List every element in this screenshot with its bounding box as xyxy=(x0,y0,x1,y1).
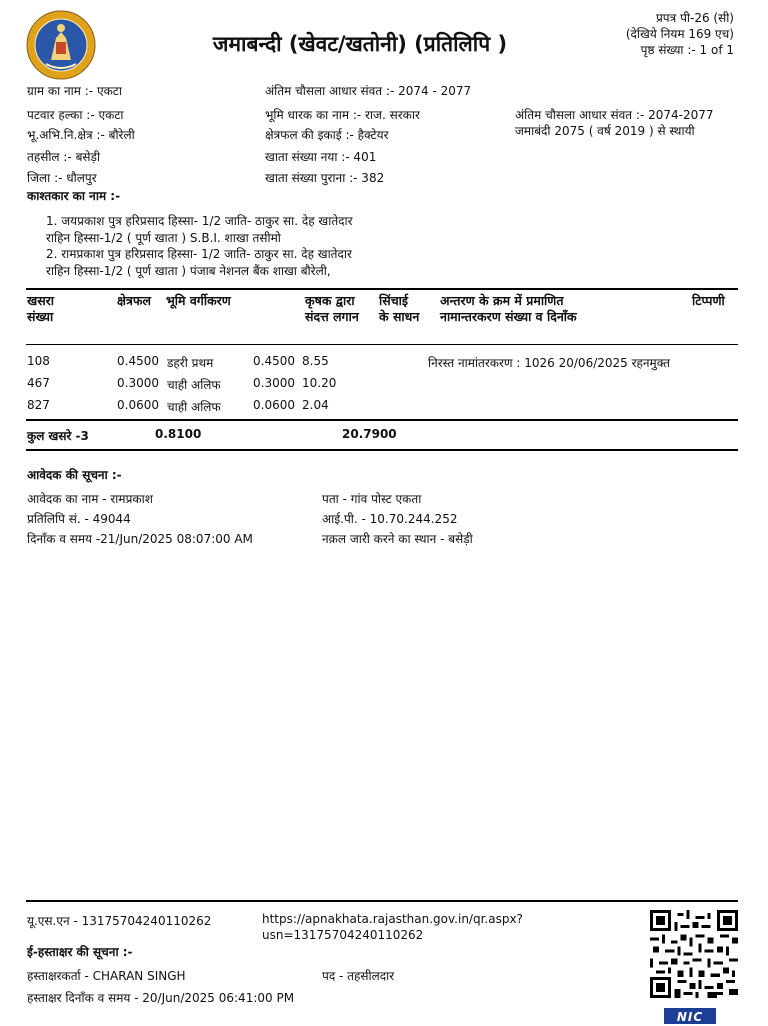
sign-datetime: हस्ताक्षर दिनाँक व समय - 20/Jun/2025 06:41:00 PM xyxy=(27,991,295,1005)
usn-number: यू.एस.एन - 13175704240110262 xyxy=(27,914,212,928)
land-holder-name: भूमि धारक का नाम :- राज. सरकार xyxy=(265,108,420,122)
request-datetime: दिनाँक व समय -21/Jun/2025 08:07:00 AM xyxy=(27,532,253,546)
rent-amount: 10.20 xyxy=(302,376,337,390)
cultivator-line: 1. जयप्रकाश पुत्र हरिप्रसाद हिस्सा- 1/2 जाति- ठाकुर सा. देह खातेदार xyxy=(46,214,353,228)
table-header-rule xyxy=(26,344,738,345)
cultivator-line: राहिन हिस्सा-1/2 ( पूर्ण खाता ) पंजाब नेशनल बैंक शाखा बौरेली, xyxy=(46,264,331,278)
rent-amount: 2.04 xyxy=(302,398,329,412)
nic-logo-icon: NIC xyxy=(664,1008,716,1024)
applicant-name: आवेदक का नाम - रामप्रकाश xyxy=(27,492,153,506)
land-class-area: 0.0600 xyxy=(253,398,295,412)
col-header-rent: कृषक द्वारा संदत्त लगान xyxy=(305,293,359,324)
footer-rule xyxy=(26,900,738,902)
col-header-mutation: अन्तरण के क्रम में प्रमाणित नामान्तरकरण संख्या व दिनाँक xyxy=(440,293,577,324)
rule-reference: (देखिये नियम 169 एच) xyxy=(625,27,734,41)
khasra-number: 108 xyxy=(27,354,50,368)
page-count: पृष्ठ संख्या :- 1 of 1 xyxy=(640,43,734,57)
col-header-remarks: टिप्पणी xyxy=(692,293,725,308)
table-total-top-rule xyxy=(26,419,738,421)
total-rent: 20.7900 xyxy=(342,427,397,441)
copy-number: प्रतिलिपि सं. - 49044 xyxy=(27,512,131,526)
bhu-abhilekh-area: भू.अभि.नि.क्षेत्र :- बौरेली xyxy=(27,128,135,142)
khasra-number: 827 xyxy=(27,398,50,412)
total-area: 0.8100 xyxy=(155,427,202,441)
signatory-designation: पद - तहसीलदार xyxy=(322,969,395,983)
col-header-area: क्षेत्रफल xyxy=(117,293,151,308)
ip-address: आई.पी. - 10.70.244.252 xyxy=(322,512,458,526)
khasra-number: 467 xyxy=(27,376,50,390)
district-name: जिला :- धौलपुर xyxy=(27,171,97,185)
khata-number-old: खाता संख्या पुराना :- 382 xyxy=(265,171,385,185)
col-header-irrigation: सिंचाई के साधन xyxy=(379,293,420,324)
jamabandi-year: जमाबंदी 2075 ( वर्ष 2019 ) से स्थायी xyxy=(515,124,695,138)
verification-url[interactable]: https://apnakhata.rajasthan.gov.in/qr.aspx? usn=13175704240110262 xyxy=(262,912,523,942)
table-bottom-rule xyxy=(26,449,738,451)
document-title: जमाबन्दी (खेवट/खतोनी) (प्रतिलिपि ) xyxy=(212,32,508,56)
village-name: ग्राम का नाम :- एकटा xyxy=(27,84,122,98)
esign-heading: ई-हस्ताक्षर की सूचना :- xyxy=(27,945,133,959)
applicant-address: पता - गांव पोस्ट एकता xyxy=(322,492,422,506)
land-class-area: 0.3000 xyxy=(253,376,295,390)
patwar-halka: पटवार हल्का :- एकटा xyxy=(27,108,124,122)
last-cycle-year-right: अंतिम चौसला आधार संवत :- 2074-2077 xyxy=(515,108,714,122)
land-class-area: 0.4500 xyxy=(253,354,295,368)
col-header-khasra: खसरा संख्या xyxy=(27,293,55,324)
tehsil-name: तहसील :- बसेड़ी xyxy=(27,150,101,164)
total-khasra-label: कुल खसरे -3 xyxy=(27,429,89,443)
land-class-name: डहरी प्रथम xyxy=(167,356,214,370)
signatory-name: हस्ताक्षरकर्ता - CHARAN SINGH xyxy=(27,969,186,983)
col-header-land-class: भूमि वर्गीकरण xyxy=(166,293,231,308)
land-class-name: चाही अलिफ xyxy=(167,400,221,414)
area-unit: क्षेत्रफल की इकाई :- हैक्टेयर xyxy=(265,128,389,142)
khasra-area: 0.4500 xyxy=(117,354,159,368)
cultivator-line: 2. रामप्रकाश पुत्र हरिप्रसाद हिस्सा- 1/2 जाति- ठाकुर सा. देह खातेदार xyxy=(46,247,352,261)
land-class-name: चाही अलिफ xyxy=(167,378,221,392)
form-number: प्रपत्र पी-26 (सी) xyxy=(655,11,734,25)
issue-place: नक़ल जारी करने का स्थान - बसेड़ी xyxy=(322,532,473,546)
cultivator-line: राहिन हिस्सा-1/2 ( पूर्ण खाता ) S.B.I. शाखा तसीमो xyxy=(46,231,281,245)
qr-code-icon xyxy=(650,910,738,998)
last-cycle-year: अंतिम चौसला आधार संवत :- 2074 - 2077 xyxy=(265,84,472,98)
mutation-details: निरस्त नामांतरकरण : 1026 20/06/2025 रहनमुक्त xyxy=(428,356,670,370)
khasra-area: 0.0600 xyxy=(117,398,159,412)
rent-amount: 8.55 xyxy=(302,354,329,368)
cultivators-heading: काश्तकार का नाम :- xyxy=(27,189,121,203)
khasra-area: 0.3000 xyxy=(117,376,159,390)
table-top-rule xyxy=(26,288,738,290)
khata-number-new: खाता संख्या नया :- 401 xyxy=(265,150,377,164)
applicant-heading: आवेदक की सूचना :- xyxy=(27,468,122,482)
